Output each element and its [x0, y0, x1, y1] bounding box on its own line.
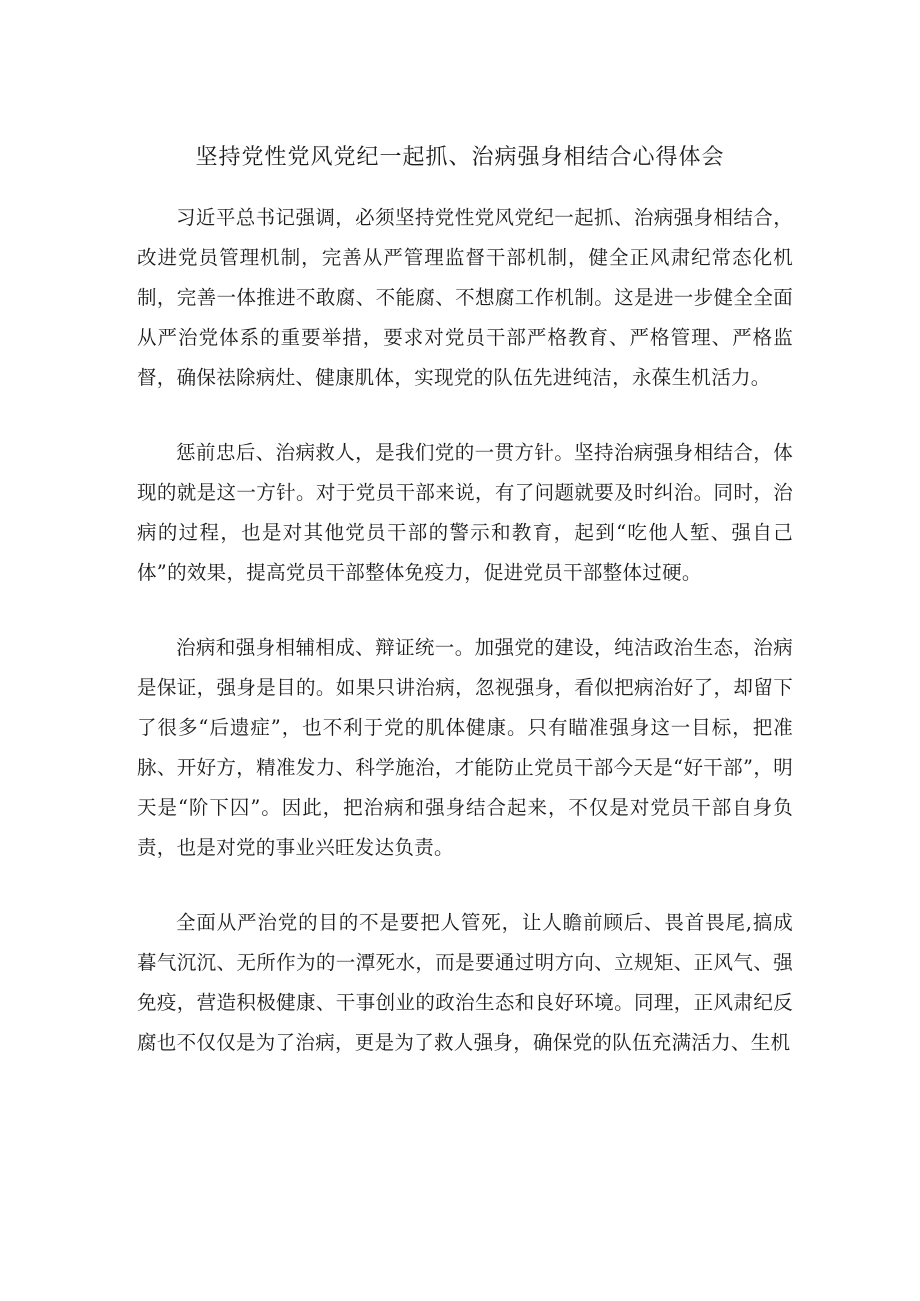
paragraph-2: 惩前忠后、治病救人，是我们党的一贯方针。坚持治病强身相结合，体现的就是这一方针。对于党员干部来说，有了问题就要及时纠治。同时，治病的过程，也是对其他党员干部的警示和教育，起到“吃他人堑、强自己体”的效果，提高党员干部整体免疫力，促进党员干部整体过硬。 — [137, 441, 793, 584]
document-body — [137, 198, 793, 1098]
paragraph-4: 全面从严治党的目的不是要把人管死，让人瞻前顾后、畏首畏尾,搞成暮气沉沉、无所作为的一潭死水，而是要通过明方向、立规矩、正风气、强免疫，营造积极健康、干事创业的政治生态和良好环境。同理，正风肃纪反腐也不仅仅是为了治病，更是为了救人强身，确保党的队伍充满活力、生机 — [137, 911, 793, 1054]
paragraph-3: 治病和强身相辅相成、辩证统一。加强党的建设，纯洁政治生态，治病是保证，强身是目的。如果只讲治病，忽视强身，看似把病治好了，却留下了很多“后遗症”，也不利于党的肌体健康。只有瞄准强身这一目标，把准脉、开好方，精准发力、科学施治，才能防止党员干部今天是“好干部”，明天是“阶下囚”。因此，把治病和强身结合起来，不仅是对党员干部自身负责，也是对党的事业兴旺发达负责。 — [137, 636, 793, 859]
document-title: 坚持党性党风党纪一起抓、治病强身相结合心得体会 — [195, 145, 725, 170]
paragraph-1: 习近平总书记强调，必须坚持党性党风党纪一起抓、治病强身相结合，改进党员管理机制，完善从严管理监督干部机制，健全正风肃纪常态化机制，完善一体推进不敢腐、不能腐、不想腐工作机制。这是进一步健全全面从严治党体系的重要举措，要求对党员干部严格教育、严格管理、严格监督，确保祛除病灶、健康肌体，实现党的队伍先进纯洁，永葆生机活力。 — [137, 206, 793, 389]
